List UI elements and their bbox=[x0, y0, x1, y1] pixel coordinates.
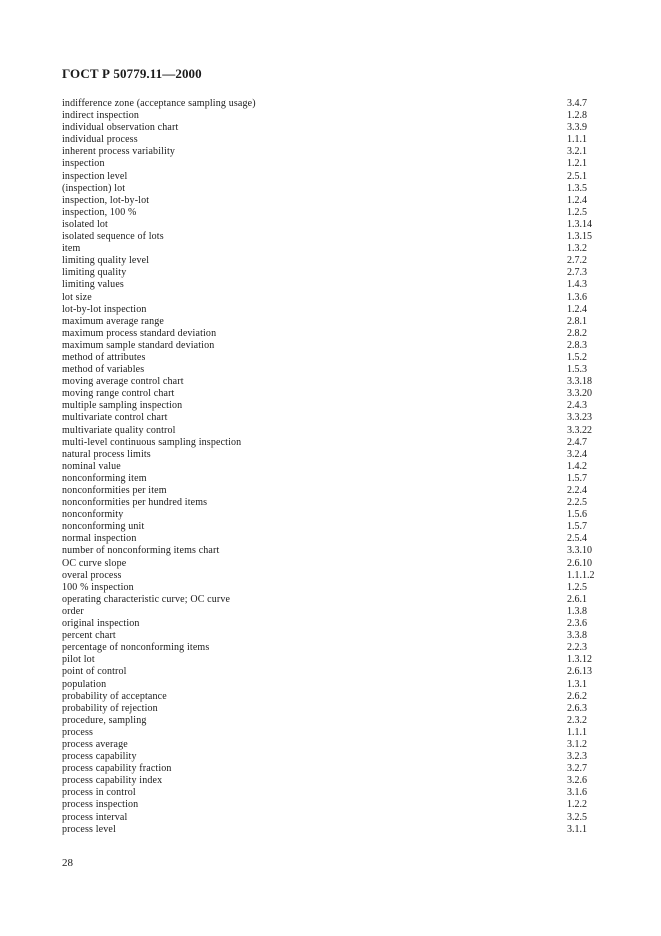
index-term: lot-by-lot inspection bbox=[62, 303, 147, 315]
index-entry bbox=[62, 304, 602, 316]
index-entry bbox=[62, 775, 602, 787]
index-reference: 1.5.6 bbox=[567, 509, 587, 521]
index-entry bbox=[62, 509, 602, 521]
index-reference: 1.3.5 bbox=[567, 182, 587, 194]
index-reference: 2.5.4 bbox=[567, 533, 587, 545]
index-term: nonconformity bbox=[62, 509, 124, 521]
index-term: process inspection bbox=[62, 799, 139, 811]
index-term: process in control bbox=[62, 787, 136, 799]
index-entry bbox=[62, 98, 602, 110]
index-entry bbox=[62, 376, 602, 388]
index-reference: 2.3.2 bbox=[567, 714, 587, 726]
index-reference: 3.2.3 bbox=[567, 751, 587, 763]
index-entry bbox=[62, 388, 602, 400]
index-reference: 1.2.2 bbox=[567, 799, 587, 811]
index-term: maximum sample standard deviation bbox=[62, 339, 215, 351]
index-term: process capability index bbox=[62, 775, 163, 787]
index-reference: 2.6.3 bbox=[567, 702, 587, 714]
index-reference: 2.2.3 bbox=[567, 642, 587, 654]
index-entry bbox=[62, 292, 602, 304]
index-reference: 3.2.5 bbox=[567, 811, 587, 823]
index-reference: 2.8.1 bbox=[567, 315, 587, 327]
index-entry bbox=[62, 654, 602, 666]
index-entry bbox=[62, 473, 602, 485]
index-entry bbox=[62, 279, 602, 291]
index-term: limiting quality level bbox=[62, 255, 150, 267]
index-entry bbox=[62, 545, 602, 557]
index-entry bbox=[62, 630, 602, 642]
index-term: method of attributes bbox=[62, 351, 146, 363]
index-term: individual process bbox=[62, 134, 138, 146]
index-entry bbox=[62, 533, 602, 545]
index-term: maximum average range bbox=[62, 315, 164, 327]
index-entry bbox=[62, 763, 602, 775]
index-entry bbox=[62, 340, 602, 352]
index-term: order bbox=[62, 605, 84, 617]
index-reference: 2.8.3 bbox=[567, 339, 587, 351]
index-reference: 2.6.10 bbox=[567, 557, 592, 569]
index-term: inspection, lot-by-lot bbox=[62, 194, 150, 206]
index-entry bbox=[62, 425, 602, 437]
index-term: nonconformities per hundred items bbox=[62, 497, 208, 509]
index-term: inspection bbox=[62, 158, 105, 170]
index-entry bbox=[62, 328, 602, 340]
index-entry bbox=[62, 195, 602, 207]
index-entry bbox=[62, 243, 602, 255]
index-reference: 1.5.7 bbox=[567, 521, 587, 533]
index-entry bbox=[62, 134, 602, 146]
index-term: maximum process standard deviation bbox=[62, 327, 217, 339]
index-term: process average bbox=[62, 738, 128, 750]
index-term: multi-level continuous sampling inspection bbox=[62, 436, 242, 448]
index-entry bbox=[62, 751, 602, 763]
index-term: lot size bbox=[62, 291, 92, 303]
index-term: isolated sequence of lots bbox=[62, 231, 164, 243]
index-entry bbox=[62, 364, 602, 376]
index-entry bbox=[62, 437, 602, 449]
index-reference: 3.2.6 bbox=[567, 775, 587, 787]
index-reference: 1.2.4 bbox=[567, 194, 587, 206]
index-entry bbox=[62, 110, 602, 122]
index-entry bbox=[62, 666, 602, 678]
index-term: inspection, 100 % bbox=[62, 206, 137, 218]
index-entry bbox=[62, 400, 602, 412]
index-term: probability of acceptance bbox=[62, 690, 167, 702]
index-term: population bbox=[62, 678, 107, 690]
index-reference: 2.4.7 bbox=[567, 436, 587, 448]
index-term: procedure, sampling bbox=[62, 714, 147, 726]
index-term: percentage of nonconforming items bbox=[62, 642, 210, 654]
index-term: inspection level bbox=[62, 170, 128, 182]
index-reference: 2.6.2 bbox=[567, 690, 587, 702]
index-term: (inspection) lot bbox=[62, 182, 126, 194]
document-header: ГОСТ Р 50779.11—2000 bbox=[62, 66, 202, 81]
index-term: pilot lot bbox=[62, 654, 95, 666]
index-term: method of variables bbox=[62, 364, 145, 376]
index-entry bbox=[62, 497, 602, 509]
index-reference: 2.2.4 bbox=[567, 485, 587, 496]
index-term: OC curve slope bbox=[62, 557, 127, 569]
index-term: nonconforming unit bbox=[62, 521, 145, 533]
index-entry bbox=[62, 158, 602, 170]
index-reference: 2.7.3 bbox=[567, 267, 587, 279]
index-reference: 1.3.2 bbox=[567, 243, 587, 255]
index-reference: 3.3.22 bbox=[567, 424, 592, 436]
index-term: process capability fraction bbox=[62, 763, 172, 775]
index-entry bbox=[62, 787, 602, 799]
index-reference: 1.2.1 bbox=[567, 158, 587, 170]
index-reference: 2.6.1 bbox=[567, 593, 587, 605]
index-entry bbox=[62, 679, 602, 691]
index-entry bbox=[62, 691, 602, 703]
index-entry bbox=[62, 812, 602, 824]
index-entry bbox=[62, 739, 602, 751]
index-reference: 1.5.2 bbox=[567, 351, 587, 363]
index-reference: 1.1.1.2 bbox=[567, 569, 595, 581]
index-reference: 1.3.1 bbox=[567, 678, 587, 690]
index-term: process capability bbox=[62, 751, 137, 763]
index-entry bbox=[62, 824, 602, 836]
term-index-list bbox=[62, 98, 602, 836]
index-term: process interval bbox=[62, 811, 128, 823]
index-reference: 2.8.2 bbox=[567, 327, 587, 339]
index-term: moving average control chart bbox=[62, 376, 184, 388]
index-entry bbox=[62, 727, 602, 739]
index-term: indirect inspection bbox=[62, 110, 139, 122]
index-term: moving range control chart bbox=[62, 388, 175, 400]
index-reference: 1.3.6 bbox=[567, 291, 587, 303]
index-term: number of nonconforming items chart bbox=[62, 545, 220, 557]
index-term: process level bbox=[62, 823, 116, 835]
index-term: percent chart bbox=[62, 630, 116, 642]
index-entry bbox=[62, 618, 602, 630]
index-term: 100 % inspection bbox=[62, 581, 134, 593]
index-entry bbox=[62, 316, 602, 328]
index-reference: 3.1.6 bbox=[567, 787, 587, 799]
index-entry bbox=[62, 183, 602, 195]
index-entry bbox=[62, 799, 602, 811]
index-term: point of control bbox=[62, 666, 127, 678]
index-reference: 3.3.20 bbox=[567, 388, 592, 400]
index-reference: 2.4.3 bbox=[567, 400, 587, 412]
index-reference: 3.1.1 bbox=[567, 823, 587, 835]
index-reference: 3.3.18 bbox=[567, 376, 592, 388]
index-term: inherent process variability bbox=[62, 146, 176, 158]
index-reference: 1.4.2 bbox=[567, 460, 587, 472]
index-reference: 3.2.7 bbox=[567, 763, 587, 775]
index-entry bbox=[62, 219, 602, 231]
index-term: individual observation chart bbox=[62, 122, 179, 134]
index-entry bbox=[62, 267, 602, 279]
index-reference: 1.2.5 bbox=[567, 581, 587, 593]
index-term: nonconformities per item bbox=[62, 485, 167, 496]
index-entry bbox=[62, 703, 602, 715]
index-term: original inspection bbox=[62, 618, 140, 630]
index-reference: 1.2.4 bbox=[567, 303, 587, 315]
index-term: limiting values bbox=[62, 279, 124, 291]
index-reference: 1.3.12 bbox=[567, 654, 592, 666]
index-reference: 3.4.7 bbox=[567, 98, 587, 109]
page-number: 28 bbox=[62, 857, 73, 869]
index-reference: 3.2.1 bbox=[567, 146, 587, 158]
index-entry bbox=[62, 521, 602, 533]
index-entry bbox=[62, 485, 602, 497]
index-reference: 2.3.6 bbox=[567, 618, 587, 630]
index-reference: 3.3.9 bbox=[567, 122, 587, 134]
index-term: multiple sampling inspection bbox=[62, 400, 183, 412]
index-reference: 3.1.2 bbox=[567, 738, 587, 750]
index-reference: 1.1.1 bbox=[567, 134, 587, 146]
index-entry bbox=[62, 461, 602, 473]
index-entry bbox=[62, 558, 602, 570]
index-term: isolated lot bbox=[62, 218, 108, 230]
index-reference: 1.1.1 bbox=[567, 726, 587, 738]
index-entry bbox=[62, 146, 602, 158]
index-reference: 1.5.3 bbox=[567, 364, 587, 376]
index-reference: 2.2.5 bbox=[567, 497, 587, 509]
index-reference: 1.4.3 bbox=[567, 279, 587, 291]
index-term: nonconforming item bbox=[62, 472, 147, 484]
index-term: nominal value bbox=[62, 460, 121, 472]
index-entry bbox=[62, 207, 602, 219]
index-term: natural process limits bbox=[62, 448, 151, 460]
index-reference: 3.2.4 bbox=[567, 448, 587, 460]
index-term: overal process bbox=[62, 569, 122, 581]
index-entry bbox=[62, 412, 602, 424]
index-term: indifference zone (acceptance sampling usage) bbox=[62, 98, 256, 109]
index-entry bbox=[62, 642, 602, 654]
index-term: item bbox=[62, 243, 81, 255]
index-term: process bbox=[62, 726, 94, 738]
index-term: multivariate control chart bbox=[62, 412, 168, 424]
index-term: normal inspection bbox=[62, 533, 137, 545]
index-entry bbox=[62, 594, 602, 606]
index-reference: 1.2.5 bbox=[567, 206, 587, 218]
index-entry bbox=[62, 122, 602, 134]
index-entry bbox=[62, 449, 602, 461]
index-reference: 1.3.15 bbox=[567, 231, 592, 243]
index-reference: 1.2.8 bbox=[567, 110, 587, 122]
index-reference: 3.3.10 bbox=[567, 545, 592, 557]
index-reference: 1.5.7 bbox=[567, 472, 587, 484]
index-entry bbox=[62, 171, 602, 183]
index-entry bbox=[62, 231, 602, 243]
index-entry bbox=[62, 715, 602, 727]
index-reference: 2.5.1 bbox=[567, 170, 587, 182]
index-reference: 2.7.2 bbox=[567, 255, 587, 267]
index-entry bbox=[62, 570, 602, 582]
index-reference: 1.3.14 bbox=[567, 218, 592, 230]
index-term: limiting quality bbox=[62, 267, 127, 279]
index-entry bbox=[62, 606, 602, 618]
index-reference: 3.3.23 bbox=[567, 412, 592, 424]
index-entry bbox=[62, 255, 602, 267]
index-entry bbox=[62, 352, 602, 364]
index-reference: 2.6.13 bbox=[567, 666, 592, 678]
index-entry bbox=[62, 582, 602, 594]
index-term: multivariate quality control bbox=[62, 424, 176, 436]
index-term: probability of rejection bbox=[62, 702, 158, 714]
index-reference: 3.3.8 bbox=[567, 630, 587, 642]
index-reference: 1.3.8 bbox=[567, 605, 587, 617]
index-term: operating characteristic curve; OC curve bbox=[62, 593, 231, 605]
